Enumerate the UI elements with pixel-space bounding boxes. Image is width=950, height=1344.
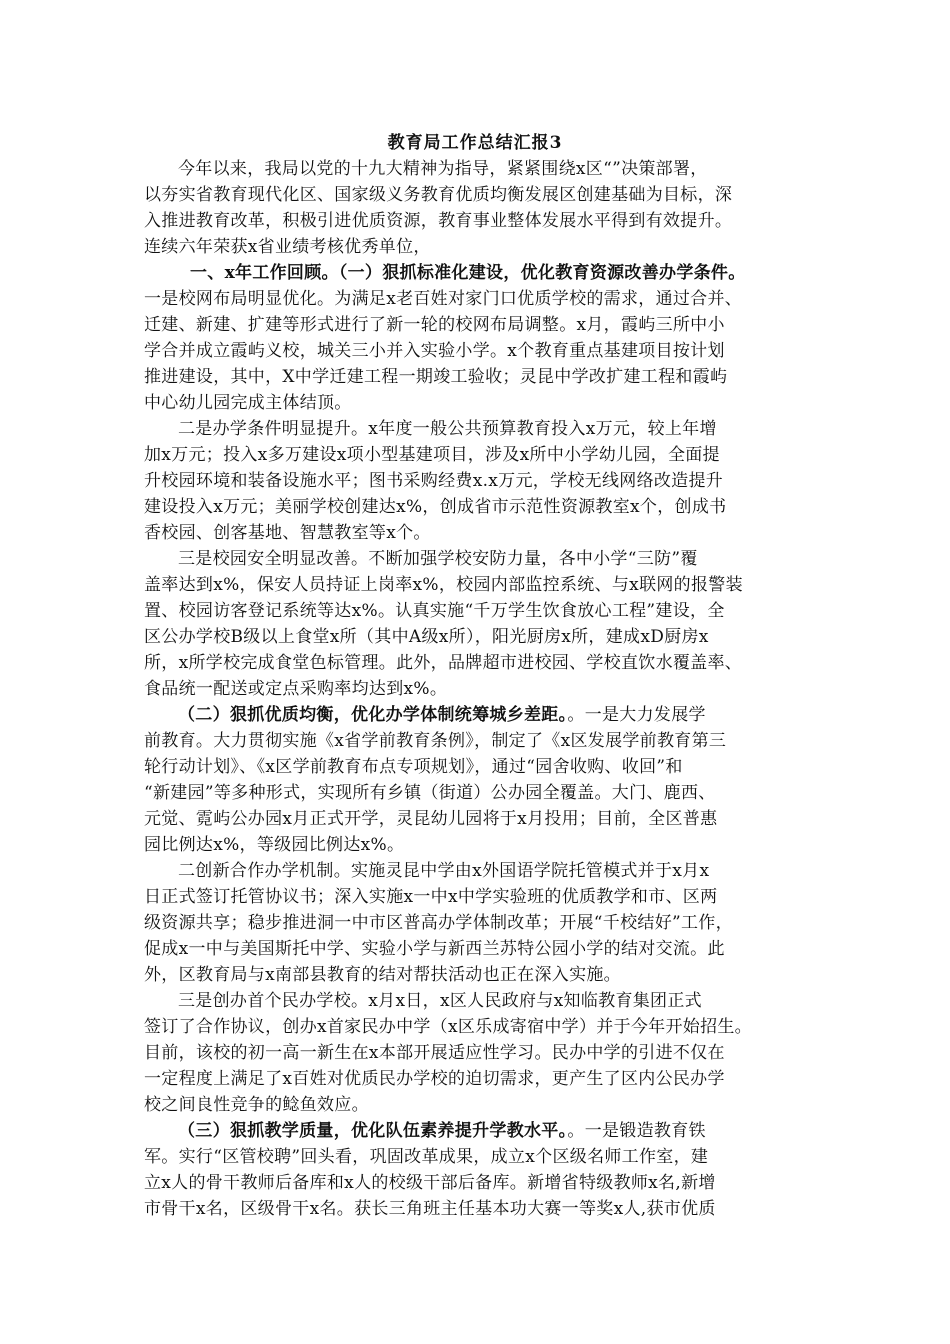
- paragraph-cooperation: [144, 858, 824, 988]
- text-line: 今年以来，我局以党的十九大精神为指导，紧紧围绕x区“”决策部署，: [178, 159, 708, 179]
- subheading-text: （三）狠抓教学质量，优化队伍素养提升学教水平。: [178, 1121, 568, 1141]
- text-line: 香校园、创客基地、智慧教室等x个。: [144, 523, 431, 543]
- paragraph-teaching-quality: [144, 1118, 824, 1222]
- paragraph-campus-safety: [144, 546, 824, 702]
- section-heading-1: [144, 260, 824, 286]
- paragraph-private-school: [144, 988, 824, 1118]
- text-line: 迁建、新建、扩建等形式进行了新一轮的校网布局调整。x月，霞屿三所中小: [144, 315, 725, 335]
- text-line: 所，x所学校完成食堂色标管理。此外，品牌超市进校园、学校直饮水覆盖率、: [144, 653, 743, 673]
- paragraph-balanced-education: [144, 702, 824, 858]
- text-line: 升校园环境和装备设施水平；图书采购经费x.x万元，学校无线网络改造提升: [144, 471, 724, 491]
- text-line: [144, 1118, 824, 1144]
- text-line: 入推进教育改革，积极引进优质资源，教育事业整体发展水平得到有效提升。: [144, 211, 733, 231]
- document-title: 教育局工作总结汇报3: [387, 133, 563, 153]
- paragraph-school-conditions: [144, 416, 824, 546]
- text-line: 推进建设，其中，X中学迁建工程一期竣工验收；灵昆中学改扩建工程和霞屿: [144, 367, 728, 387]
- text-line: 立x人的骨干教师后备库和x人的校级干部后备库。新增省特级教师x名,新增: [144, 1173, 716, 1193]
- text-line: 二是办学条件明显提升。x年度一般公共预算教育投入x万元，较上年增: [178, 419, 717, 439]
- text-line: 食品统一配送或定点采购率均达到x%。: [144, 679, 448, 699]
- text-line: 置、校园访客登记系统等达x%。认真实施“千万学生饮食放心工程”建设，全: [144, 601, 725, 621]
- text-line: 盖率达到x%，保安人员持证上岗率x%，校园内部监控系统、与x联网的报警装: [144, 575, 743, 595]
- text-line: 前教育。大力贯彻实施《x省学前教育条例》，制定了《x区发展学前教育第三: [144, 731, 727, 751]
- text-line: 校之间良性竞争的鲶鱼效应。: [144, 1095, 369, 1115]
- text-line: 签订了合作协议，创办x首家民办中学（x区乐成寄宿中学）并于今年开始招生。: [144, 1017, 752, 1037]
- text-line: “新建园”等多种形式，实现所有乡镇（街道）公办园全覆盖。大门、鹿西、: [144, 783, 716, 803]
- text-line: 学合并成立霞屿义校，城关三小并入实验小学。x个教育重点基建项目按计划: [144, 341, 725, 361]
- heading-line: 一、x年工作回顾。（一）狠抓标准化建设，优化教育资源改善办学条件。: [190, 263, 746, 283]
- paragraph-intro: [144, 156, 824, 260]
- text-line: 轮行动计划》、《x区学前教育布点专项规划》，通过“园舍收购、收回”和: [144, 757, 683, 777]
- text-fragment: 。一是大力发展学: [567, 705, 706, 725]
- text-line: 中心幼儿园完成主体结顶。: [144, 393, 352, 413]
- text-line: 三是创办首个民办学校。x月x日，x区人民政府与x知临教育集团正式: [178, 991, 702, 1011]
- text-line: 区公办学校B级以上食堂x所（其中A级x所），阳光厨房x所，建成xD厨房x: [144, 627, 709, 647]
- text-line: [144, 702, 824, 728]
- text-line: 以夯实省教育现代化区、国家级义务教育优质均衡发展区创建基础为目标，深: [144, 185, 733, 205]
- paragraph-school-network: [144, 286, 824, 416]
- text-line: 日正式签订托管协议书；深入实施x一中x中学实验班的优质教学和市、区两: [144, 887, 718, 907]
- text-line: 园比例达x%，等级园比例达x%。: [144, 835, 405, 855]
- text-line: 一是校网布局明显优化。为满足x老百姓对家门口优质学校的需求，通过合并、: [144, 289, 743, 309]
- text-line: 一定程度上满足了x百姓对优质民办学校的迫切需求，更产生了区内公民办学: [144, 1069, 725, 1089]
- text-line: 三是校园安全明显改善。不断加强学校安防力量，各中小学“三防”覆: [178, 549, 698, 569]
- text-line: 二创新合作办学机制。实施灵昆中学由x外国语学院托管模式并于x月x: [178, 861, 710, 881]
- text-fragment: 。一是锻造教育铁: [567, 1121, 706, 1141]
- text-line: 外，区教育局与x南部县教育的结对帮扶活动也正在深入实施。: [144, 965, 621, 985]
- text-line: 连续六年荣获x省业绩考核优秀单位，: [144, 237, 431, 257]
- text-line: 元觉、霓屿公办园x月正式开学，灵昆幼儿园将于x月投用；目前，全区普惠: [144, 809, 718, 829]
- text-line: 级资源共享；稳步推进洞一中市区普高办学体制改革；开展“千校结好”工作，: [144, 913, 733, 933]
- text-line: 市骨干x名，区级骨干x名。获长三角班主任基本功大赛一等奖x人,获市优质: [144, 1199, 716, 1219]
- text-line: 促成x一中与美国斯托中学、实验小学与新西兰苏特公园小学的结对交流。此: [144, 939, 725, 959]
- text-line: 目前，该校的初一高一新生在x本部开展适应性学习。民办中学的引进不仅在: [144, 1043, 725, 1063]
- text-line: 军。实行“区管校聘”回头看，巩固改革成果，成立x个区级名师工作室，建: [144, 1147, 709, 1167]
- text-line: 建设投入x万元；美丽学校创建达x%，创成省市示范性资源教室x个，创成书: [144, 497, 727, 517]
- text-line: 加x万元；投入x多万建设x项小型基建项目，涉及x所中小学幼儿园，全面提: [144, 445, 720, 465]
- subheading-text: （二）狠抓优质均衡，优化办学体制统筹城乡差距。: [178, 705, 568, 725]
